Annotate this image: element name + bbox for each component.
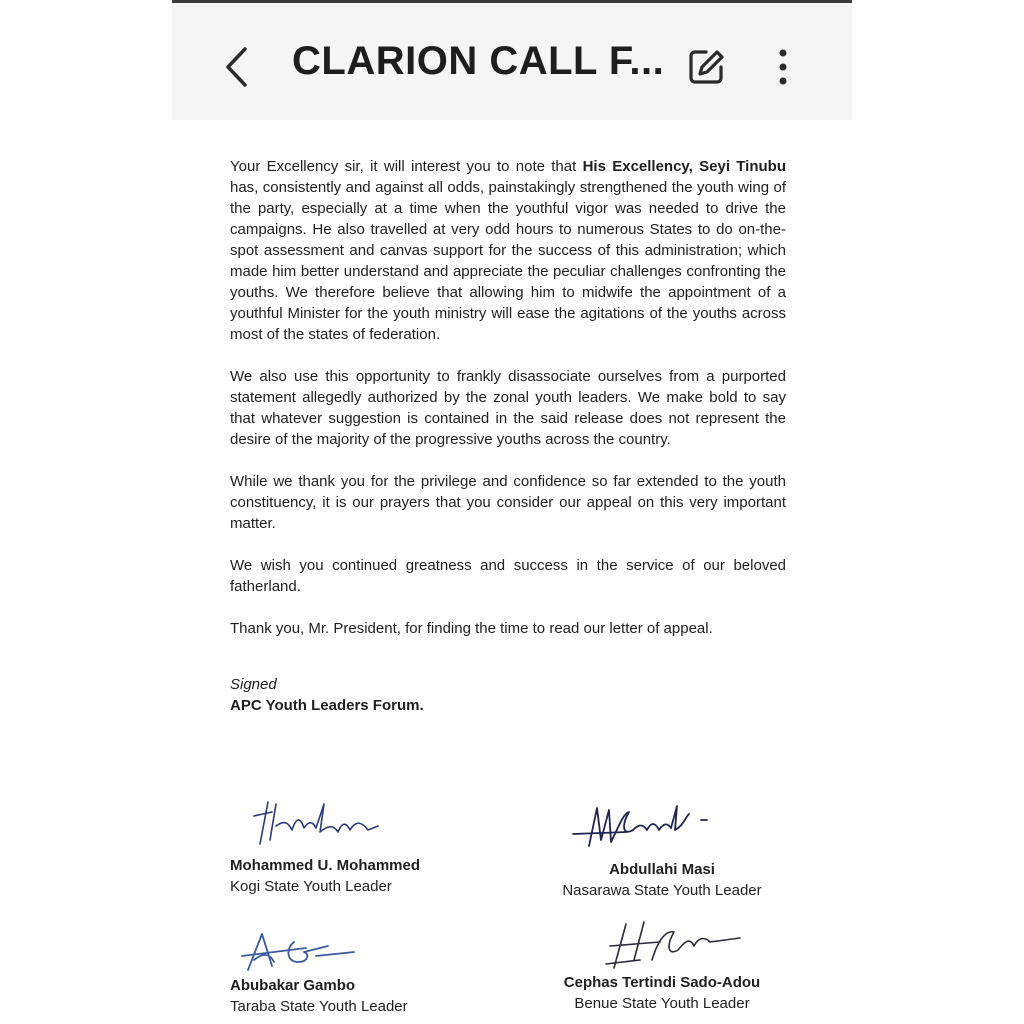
app-bar [172,3,852,120]
signature-image [600,916,750,972]
signatory-block [230,855,420,897]
signatory-name: Cephas Tertindi Sado-Adou [563,974,761,991]
signature-image [250,796,390,850]
signoff [230,674,424,716]
letter-paragraph: Thank you, Mr. President, for finding the time to read our letter of appeal. [230,620,713,637]
organization-name: APC Youth Leaders Forum. [230,697,424,714]
document-viewer [172,0,852,1024]
signatory-role: Taraba State Youth Leader [230,998,408,1015]
letter-paragraph: While we thank you for the privilege and confidence so far extended to the youth constituency, it is our prayers that you consider our appeal on this very important matter. [230,473,786,532]
signatory-block [552,859,772,901]
letter-body [230,156,786,660]
back-button[interactable] [216,43,256,91]
signatory-name: Abubakar Gambo [230,977,356,994]
edit-note-icon [686,47,726,87]
signatory-block [522,972,802,1014]
signatory-role: Kogi State Youth Leader [230,878,392,895]
edit-button[interactable] [684,45,728,89]
letter-paragraph: We wish you continued greatness and success in the service of our beloved fatherland. [230,557,786,595]
page-title: CLARION CALL F... [292,39,665,83]
chevron-left-icon [223,45,249,89]
signature-image [234,926,364,976]
signature-image [567,796,727,856]
more-options-button[interactable] [768,43,798,91]
letter-paragraph: We also use this opportunity to frankly disassociate ourselves from a purported statement allegedly authorized by the zonal youth leaders. We make bold to say that whatever suggestion is contained in the said release does not represent the desire of the majority of the progressive youths across the country. [230,368,786,448]
signatory-block [230,975,408,1017]
paragraph-text: Your Excellency sir, it will interest you to note that [230,158,583,175]
signatory-name: Mohammed U. Mohammed [230,857,421,874]
letter-paragraph [230,156,786,345]
signatory-name: Abdullahi Masi [609,861,715,878]
paragraph-text: has, consistently and against all odds, painstakingly strengthened the youth wing of the party, especially at a time when the youthful vigor was needed to drive the campaigns. He also travelled at very odd hours to numerous States to do on-the-spot assessment and canvas support for the success of this administration; which made him better understand and appreciate the peculiar challenges confronting the youths. We therefore believe that allowing him to midwife the appointment of a youthful Minister for the youth ministry will ease the agitations of the youths across most of the states of federation. [230,179,786,343]
bold-name: His Excellency, Seyi Tinubu [582,158,786,175]
signatory-role: Nasarawa State Youth Leader [562,882,762,899]
signatory-role: Benue State Youth Leader [574,995,750,1012]
more-vertical-icon [778,47,788,87]
signed-label: Signed [230,676,277,693]
